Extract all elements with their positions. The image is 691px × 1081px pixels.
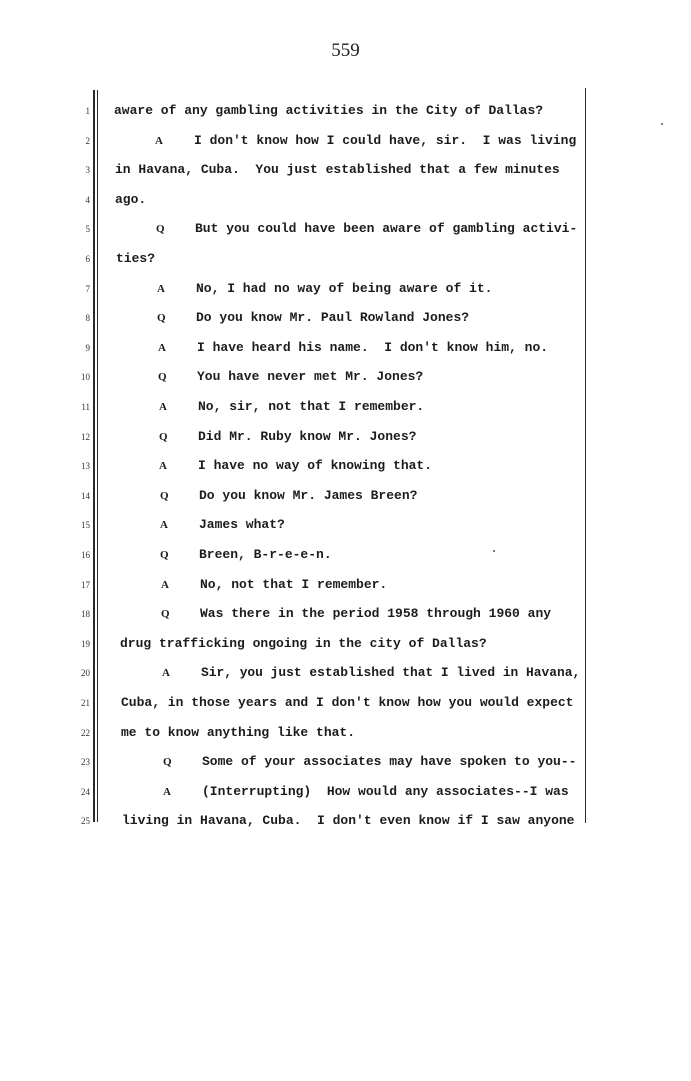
transcript-line: I have heard his name. I don't know him, no.: [197, 340, 549, 355]
transcript-line: Did Mr. Ruby know Mr. Jones?: [198, 429, 417, 444]
transcript-line: No, not that I remember.: [200, 577, 388, 592]
transcript-line: (Interrupting) How would any associates--I was: [202, 784, 569, 799]
answer-marker: A: [155, 135, 163, 147]
line-number: 2: [85, 136, 90, 146]
answer-marker: A: [158, 342, 166, 354]
transcript-line: Sir, you just established that I lived in Havana,: [201, 665, 581, 680]
transcript-line: aware of any gambling activities in the City of Dallas?: [114, 103, 544, 118]
transcript-line: Was there in the period 1958 through 1960 any: [200, 606, 552, 621]
answer-marker: A: [163, 786, 171, 798]
right-margin-rule: [585, 88, 586, 823]
transcript-line: I don't know how I could have, sir. I was living: [194, 133, 577, 148]
line-number: 22: [81, 728, 90, 738]
question-marker: Q: [163, 756, 172, 768]
line-number: 5: [85, 224, 90, 234]
line-number: 20: [81, 668, 90, 678]
line-number: 19: [81, 639, 90, 649]
page-number: 559: [331, 40, 360, 61]
question-marker: Q: [160, 490, 169, 502]
line-number: 6: [85, 254, 90, 264]
line-number: 14: [81, 491, 90, 501]
line-number: 21: [81, 698, 90, 708]
transcript-line: drug trafficking ongoing in the city of Dallas?: [120, 636, 487, 651]
transcript-line: ago.: [115, 192, 147, 207]
answer-marker: A: [160, 519, 168, 531]
question-marker: Q: [161, 608, 170, 620]
transcript-line: me to know anything like that.: [121, 725, 356, 740]
line-number: 11: [81, 402, 90, 412]
line-number: 17: [81, 580, 90, 590]
transcript-line: in Havana, Cuba. You just established that a few minutes: [115, 162, 560, 177]
question-marker: Q: [158, 371, 167, 383]
question-marker: Q: [160, 549, 169, 561]
transcript-line: Do you know Mr. Paul Rowland Jones?: [196, 310, 470, 325]
line-number: 23: [81, 757, 90, 767]
transcript-line: living in Havana, Cuba. I don't even know if I saw anyone: [122, 813, 575, 828]
line-number: 18: [81, 609, 90, 619]
answer-marker: A: [162, 667, 170, 679]
line-number: 24: [81, 787, 90, 797]
line-number: 16: [81, 550, 90, 560]
transcript-line: But you could have been aware of gambling activi-: [195, 221, 578, 236]
question-marker: Q: [159, 431, 168, 443]
left-margin-rule-outer: [93, 90, 95, 822]
line-number: 3: [85, 165, 90, 175]
transcript-line: You have never met Mr. Jones?: [197, 369, 424, 384]
line-number: 13: [81, 461, 90, 471]
answer-marker: A: [159, 401, 167, 413]
transcript-line: Breen, B-r-e-e-n.: [199, 547, 332, 562]
transcript-line: Do you know Mr. James Breen?: [199, 488, 418, 503]
transcript-line: ties?: [116, 251, 156, 266]
answer-marker: A: [161, 579, 169, 591]
line-number: 25: [81, 816, 90, 826]
line-number: 9: [85, 343, 90, 353]
transcript-line: No, I had no way of being aware of it.: [196, 281, 493, 296]
line-number: 7: [85, 284, 90, 294]
line-number: 15: [81, 520, 90, 530]
line-number: 12: [81, 432, 90, 442]
line-number: 10: [81, 372, 90, 382]
answer-marker: A: [159, 460, 167, 472]
left-margin-rule-inner: [97, 90, 98, 822]
transcript-line: No, sir, not that I remember.: [198, 399, 425, 414]
speck-mark: [661, 123, 663, 125]
speck-mark: [493, 550, 495, 552]
transcript-line: I have no way of knowing that.: [198, 458, 433, 473]
transcript-line: Some of your associates may have spoken to you--: [202, 754, 577, 769]
transcript-line: Cuba, in those years and I don't know how you would expect: [121, 695, 574, 710]
answer-marker: A: [157, 283, 165, 295]
line-number: 4: [85, 195, 90, 205]
transcript-line: James what?: [199, 517, 285, 532]
question-marker: Q: [156, 223, 165, 235]
question-marker: Q: [157, 312, 166, 324]
line-number: 8: [85, 313, 90, 323]
line-number: 1: [85, 106, 90, 116]
